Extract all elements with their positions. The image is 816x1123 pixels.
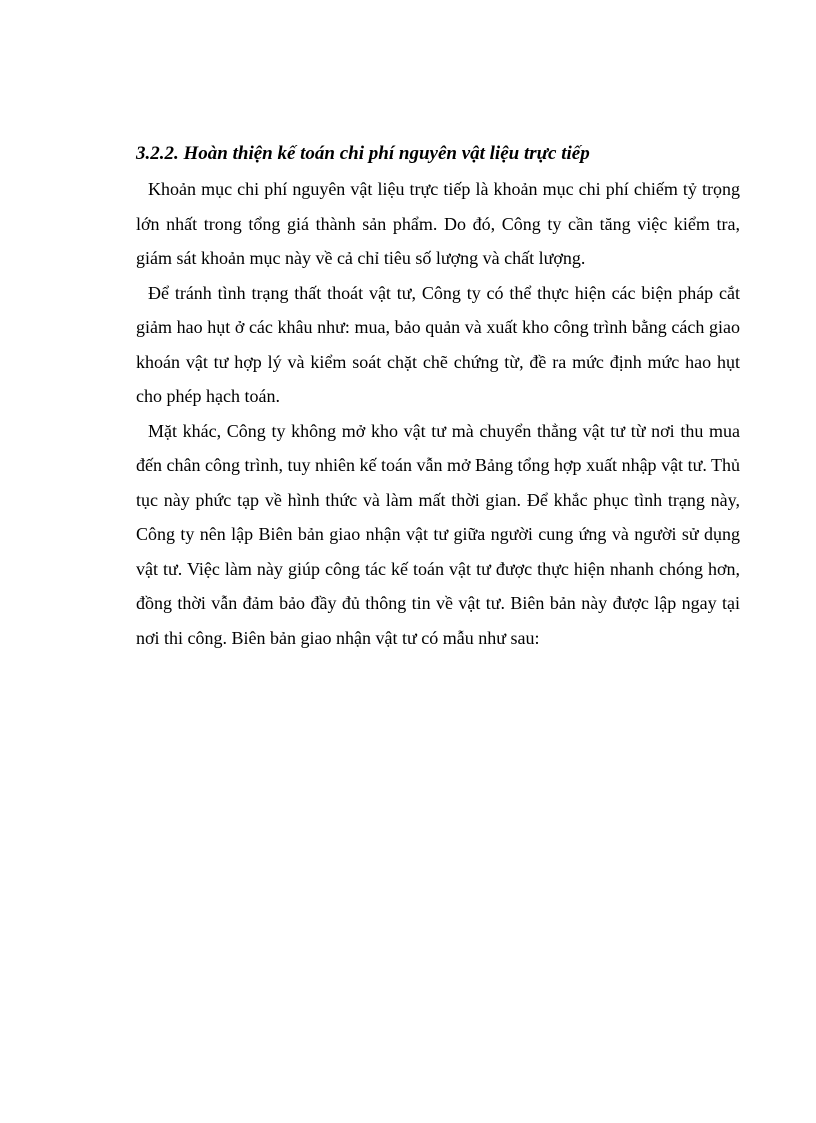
section-heading: 3.2.2. Hoàn thiện kế toán chi phí nguyên vật liệu trực tiếp	[136, 143, 590, 164]
paragraph-loss-prevention: Để tránh tình trạng thất thoát vật tư, Công ty có thể thực hiện các biện pháp cắt giảm hao hụt ở các khâu như: mua, bảo quản và xuất kho công trình bằng cách giao khoán vật tư hợp lý và kiểm soát chặt chẽ chứng từ, đề ra mức định mức hao hụt cho phép hạch toán.	[136, 282, 740, 406]
page-body	[136, 140, 740, 655]
paragraph-delivery-record: Mặt khác, Công ty không mở kho vật tư mà chuyển thẳng vật tư từ nơi thu mua đến chân công trình, tuy nhiên kế toán vẫn mở Bảng tổng hợp xuất nhập vật tư. Thủ tục này phức tạp về hình thức và làm mất thời gian. Để khắc phục tình trạng này, Công ty nên lập Biên bản giao nhận vật tư giữa người cung ứng và người sử dụng vật tư. Việc làm này giúp công tác kế toán vật tư được thực hiện nhanh chóng hơn, đồng thời vẫn đảm bảo đầy đủ thông tin về vật tư. Biên bản này được lập ngay tại nơi thi công. Biên bản giao nhận vật tư có mẫu như sau:	[136, 420, 740, 648]
paragraph-material-cost-importance: Khoản mục chi phí nguyên vật liệu trực tiếp là khoản mục chi phí chiếm tỷ trọng lớn nhất trong tổng giá thành sản phẩm. Do đó, Công ty cần tăng việc kiểm tra, giám sát khoản mục này về cả chỉ tiêu số lượng và chất lượng.	[136, 179, 740, 268]
